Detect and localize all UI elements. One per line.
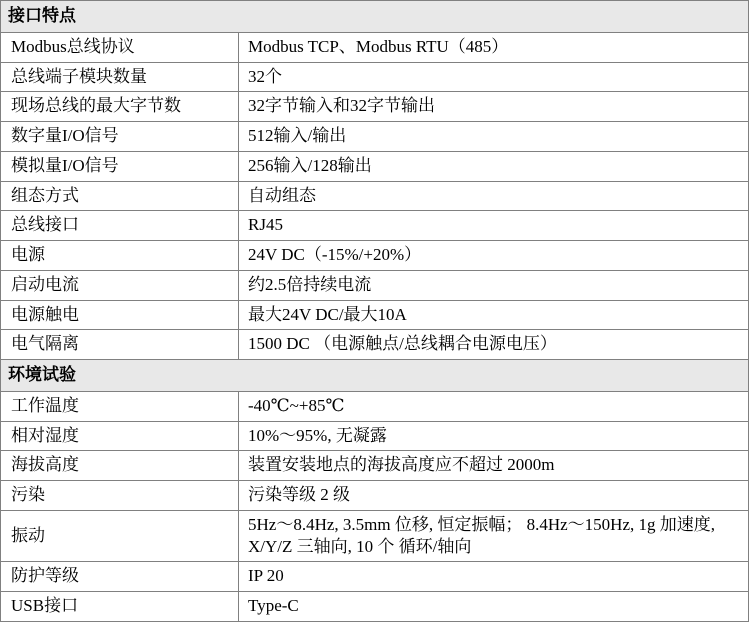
row-value: 32个 bbox=[239, 62, 749, 92]
row-value: 约2.5倍持续电流 bbox=[239, 270, 749, 300]
row-value: 自动组态 bbox=[239, 181, 749, 211]
row-label: 现场总线的最大字节数 bbox=[1, 92, 239, 122]
row-label: 振动 bbox=[1, 510, 239, 562]
row-label: 模拟量I/O信号 bbox=[1, 151, 239, 181]
row-value: RJ45 bbox=[239, 211, 749, 241]
row-label: 相对湿度 bbox=[1, 421, 239, 451]
table-row bbox=[1, 510, 749, 562]
table-row bbox=[1, 151, 749, 181]
row-label: 组态方式 bbox=[1, 181, 239, 211]
row-label: 电气隔离 bbox=[1, 330, 239, 360]
table-row bbox=[1, 562, 749, 592]
row-value: Modbus TCP、Modbus RTU（485） bbox=[239, 32, 749, 62]
table-row bbox=[1, 270, 749, 300]
row-value: 256输入/128输出 bbox=[239, 151, 749, 181]
table-row bbox=[1, 592, 749, 622]
row-label: 总线端子模块数量 bbox=[1, 62, 239, 92]
row-value: 10%～95%, 无凝露 bbox=[239, 421, 749, 451]
row-value: IP 20 bbox=[239, 562, 749, 592]
row-label: 海拔高度 bbox=[1, 451, 239, 481]
row-label: 电源 bbox=[1, 241, 239, 271]
table-row bbox=[1, 481, 749, 511]
table-row bbox=[1, 300, 749, 330]
table-row bbox=[1, 241, 749, 271]
table-row bbox=[1, 92, 749, 122]
table-row bbox=[1, 181, 749, 211]
row-label: 电源触电 bbox=[1, 300, 239, 330]
row-value: Type-C bbox=[239, 592, 749, 622]
row-label: USB接口 bbox=[1, 592, 239, 622]
row-value: 512输入/输出 bbox=[239, 122, 749, 152]
table-row bbox=[1, 451, 749, 481]
table-row bbox=[1, 62, 749, 92]
table-row bbox=[1, 391, 749, 421]
row-value: 5Hz～8.4Hz, 3.5mm 位移, 恒定振幅； 8.4Hz～150Hz, 1g 加速度, X/Y/Z 三轴向, 10 个 循环/轴向 bbox=[239, 510, 749, 562]
row-value: 1500 DC （电源触点/总线耦合电源电压） bbox=[239, 330, 749, 360]
table-row bbox=[1, 32, 749, 62]
table-row bbox=[1, 421, 749, 451]
row-label: 工作温度 bbox=[1, 391, 239, 421]
row-label: 污染 bbox=[1, 481, 239, 511]
row-value: 最大24V DC/最大10A bbox=[239, 300, 749, 330]
section-header-row bbox=[1, 360, 749, 392]
table-body bbox=[1, 1, 749, 622]
section-header-row bbox=[1, 1, 749, 33]
row-value: 装置安装地点的海拔高度应不超过 2000m bbox=[239, 451, 749, 481]
row-label: 启动电流 bbox=[1, 270, 239, 300]
row-value: 32字节输入和32字节输出 bbox=[239, 92, 749, 122]
row-value: 24V DC（-15%/+20%） bbox=[239, 241, 749, 271]
section-title: 环境试验 bbox=[1, 360, 749, 392]
table-row bbox=[1, 122, 749, 152]
row-value: 污染等级 2 级 bbox=[239, 481, 749, 511]
row-label: 防护等级 bbox=[1, 562, 239, 592]
row-label: Modbus总线协议 bbox=[1, 32, 239, 62]
table-row bbox=[1, 330, 749, 360]
section-title: 接口特点 bbox=[1, 1, 749, 33]
row-label: 数字量I/O信号 bbox=[1, 122, 239, 152]
row-label: 总线接口 bbox=[1, 211, 239, 241]
row-value: -40℃~+85℃ bbox=[239, 391, 749, 421]
table-row bbox=[1, 211, 749, 241]
